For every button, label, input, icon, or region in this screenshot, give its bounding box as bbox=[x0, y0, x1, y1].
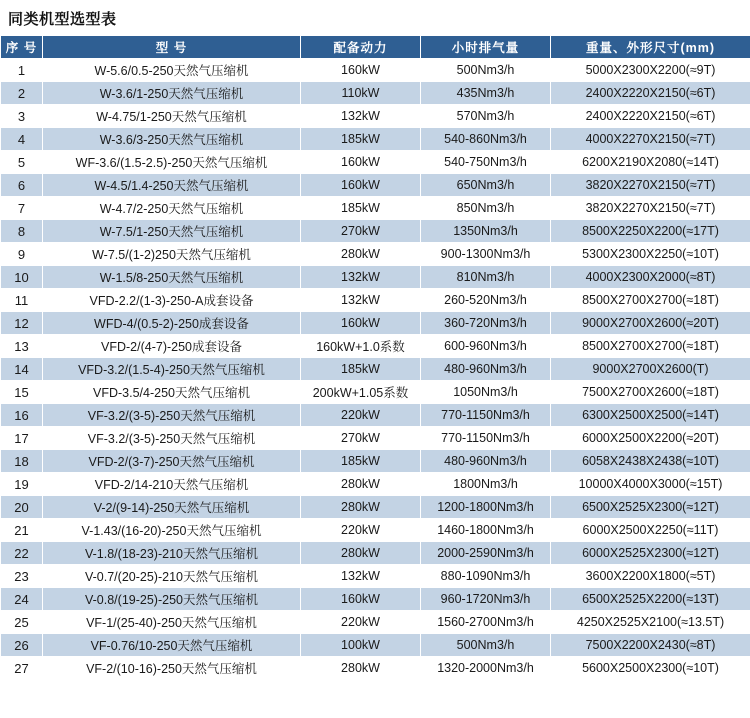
cell-power: 160kW bbox=[301, 59, 421, 82]
cell-capacity: 480-960Nm3/h bbox=[421, 358, 551, 381]
table-row bbox=[1, 335, 750, 358]
cell-index: 3 bbox=[1, 105, 43, 128]
cell-power: 270kW bbox=[301, 427, 421, 450]
cell-model: WFD-4/(0.5-2)-250成套设备 bbox=[43, 312, 301, 335]
cell-capacity: 1350Nm3/h bbox=[421, 220, 551, 243]
table-row bbox=[1, 565, 750, 588]
cell-weight-dimensions: 8500X2250X2200(≈17T) bbox=[551, 220, 750, 243]
cell-weight-dimensions: 2400X2220X2150(≈6T) bbox=[551, 82, 750, 105]
cell-weight-dimensions: 9000X2700X2600(T) bbox=[551, 358, 750, 381]
cell-index: 11 bbox=[1, 289, 43, 312]
table-header-row bbox=[1, 36, 750, 59]
cell-model: W-4.75/1-250天然气压缩机 bbox=[43, 105, 301, 128]
cell-index: 14 bbox=[1, 358, 43, 381]
cell-model: W-4.7/2-250天然气压缩机 bbox=[43, 197, 301, 220]
cell-index: 7 bbox=[1, 197, 43, 220]
cell-index: 23 bbox=[1, 565, 43, 588]
cell-capacity: 1200-1800Nm3/h bbox=[421, 496, 551, 519]
column-header-weight-dimensions: 重量、外形尺寸(mm) bbox=[551, 36, 750, 59]
cell-index: 12 bbox=[1, 312, 43, 335]
cell-model: VF-3.2/(3-5)-250天然气压缩机 bbox=[43, 427, 301, 450]
cell-index: 20 bbox=[1, 496, 43, 519]
cell-index: 10 bbox=[1, 266, 43, 289]
cell-weight-dimensions: 7500X2700X2600(≈18T) bbox=[551, 381, 750, 404]
cell-power: 185kW bbox=[301, 358, 421, 381]
cell-index: 26 bbox=[1, 634, 43, 657]
cell-index: 2 bbox=[1, 82, 43, 105]
cell-index: 4 bbox=[1, 128, 43, 151]
cell-weight-dimensions: 4000X2300X2000(≈8T) bbox=[551, 266, 750, 289]
cell-capacity: 570Nm3/h bbox=[421, 105, 551, 128]
table-row bbox=[1, 634, 750, 657]
table-header bbox=[1, 36, 750, 59]
cell-index: 15 bbox=[1, 381, 43, 404]
page-title: 同类机型选型表 bbox=[8, 11, 117, 28]
cell-power: 160kW bbox=[301, 174, 421, 197]
cell-power: 220kW bbox=[301, 519, 421, 542]
cell-weight-dimensions: 3820X2270X2150(≈7T) bbox=[551, 174, 750, 197]
cell-capacity: 1320-2000Nm3/h bbox=[421, 657, 551, 680]
cell-model: V-0.7/(20-25)-210天然气压缩机 bbox=[43, 565, 301, 588]
cell-weight-dimensions: 10000X4000X3000(≈15T) bbox=[551, 473, 750, 496]
cell-model: VF-2/(10-16)-250天然气压缩机 bbox=[43, 657, 301, 680]
cell-capacity: 810Nm3/h bbox=[421, 266, 551, 289]
table-row bbox=[1, 450, 750, 473]
cell-capacity: 260-520Nm3/h bbox=[421, 289, 551, 312]
cell-index: 13 bbox=[1, 335, 43, 358]
table-row bbox=[1, 588, 750, 611]
cell-power: 132kW bbox=[301, 266, 421, 289]
cell-index: 18 bbox=[1, 450, 43, 473]
model-selection-table bbox=[0, 35, 750, 680]
table-row bbox=[1, 404, 750, 427]
cell-power: 280kW bbox=[301, 243, 421, 266]
table-row bbox=[1, 59, 750, 82]
table-row bbox=[1, 82, 750, 105]
cell-weight-dimensions: 3820X2270X2150(≈7T) bbox=[551, 197, 750, 220]
cell-power: 270kW bbox=[301, 220, 421, 243]
cell-model: W-3.6/1-250天然气压缩机 bbox=[43, 82, 301, 105]
cell-model: VFD-3.2/(1.5-4)-250天然气压缩机 bbox=[43, 358, 301, 381]
cell-model: W-7.5/1-250天然气压缩机 bbox=[43, 220, 301, 243]
cell-power: 200kW+1.05系数 bbox=[301, 381, 421, 404]
cell-weight-dimensions: 5000X2300X2200(≈9T) bbox=[551, 59, 750, 82]
cell-index: 21 bbox=[1, 519, 43, 542]
cell-capacity: 2000-2590Nm3/h bbox=[421, 542, 551, 565]
table-row bbox=[1, 151, 750, 174]
cell-power: 160kW bbox=[301, 588, 421, 611]
cell-model: V-0.8/(19-25)-250天然气压缩机 bbox=[43, 588, 301, 611]
cell-weight-dimensions: 6000X2525X2300(≈12T) bbox=[551, 542, 750, 565]
cell-index: 16 bbox=[1, 404, 43, 427]
table-row bbox=[1, 312, 750, 335]
cell-model: W-4.5/1.4-250天然气压缩机 bbox=[43, 174, 301, 197]
cell-model: V-2/(9-14)-250天然气压缩机 bbox=[43, 496, 301, 519]
cell-model: VFD-3.5/4-250天然气压缩机 bbox=[43, 381, 301, 404]
table-row bbox=[1, 496, 750, 519]
cell-capacity: 1800Nm3/h bbox=[421, 473, 551, 496]
cell-model: V-1.43/(16-20)-250天然气压缩机 bbox=[43, 519, 301, 542]
cell-power: 280kW bbox=[301, 657, 421, 680]
table-row bbox=[1, 289, 750, 312]
cell-weight-dimensions: 5300X2300X2250(≈10T) bbox=[551, 243, 750, 266]
cell-model: VFD-2.2/(1-3)-250-A成套设备 bbox=[43, 289, 301, 312]
cell-capacity: 500Nm3/h bbox=[421, 59, 551, 82]
cell-power: 132kW bbox=[301, 105, 421, 128]
cell-index: 19 bbox=[1, 473, 43, 496]
table-row bbox=[1, 174, 750, 197]
cell-model: VF-0.76/10-250天然气压缩机 bbox=[43, 634, 301, 657]
cell-capacity: 600-960Nm3/h bbox=[421, 335, 551, 358]
cell-capacity: 770-1150Nm3/h bbox=[421, 404, 551, 427]
cell-weight-dimensions: 6200X2190X2080(≈14T) bbox=[551, 151, 750, 174]
cell-weight-dimensions: 2400X2220X2150(≈6T) bbox=[551, 105, 750, 128]
cell-weight-dimensions: 5600X2500X2300(≈10T) bbox=[551, 657, 750, 680]
cell-capacity: 435Nm3/h bbox=[421, 82, 551, 105]
cell-weight-dimensions: 7500X2200X2430(≈8T) bbox=[551, 634, 750, 657]
cell-weight-dimensions: 6000X2500X2250(≈11T) bbox=[551, 519, 750, 542]
cell-index: 25 bbox=[1, 611, 43, 634]
cell-power: 160kW bbox=[301, 312, 421, 335]
cell-power: 185kW bbox=[301, 128, 421, 151]
cell-model: V-1.8/(18-23)-210天然气压缩机 bbox=[43, 542, 301, 565]
column-header-power: 配备动力 bbox=[301, 36, 421, 59]
cell-index: 17 bbox=[1, 427, 43, 450]
cell-model: WF-3.6/(1.5-2.5)-250天然气压缩机 bbox=[43, 151, 301, 174]
cell-power: 280kW bbox=[301, 473, 421, 496]
table-body bbox=[1, 59, 750, 680]
cell-power: 280kW bbox=[301, 496, 421, 519]
cell-weight-dimensions: 4000X2270X2150(≈7T) bbox=[551, 128, 750, 151]
table-row bbox=[1, 542, 750, 565]
table-row bbox=[1, 358, 750, 381]
cell-power: 280kW bbox=[301, 542, 421, 565]
cell-power: 132kW bbox=[301, 289, 421, 312]
table-row bbox=[1, 381, 750, 404]
cell-model: VFD-2/(3-7)-250天然气压缩机 bbox=[43, 450, 301, 473]
cell-weight-dimensions: 6300X2500X2500(≈14T) bbox=[551, 404, 750, 427]
table-row bbox=[1, 128, 750, 151]
cell-capacity: 360-720Nm3/h bbox=[421, 312, 551, 335]
table-row bbox=[1, 427, 750, 450]
cell-model: W-3.6/3-250天然气压缩机 bbox=[43, 128, 301, 151]
cell-weight-dimensions: 4250X2525X2100(≈13.5T) bbox=[551, 611, 750, 634]
cell-capacity: 540-750Nm3/h bbox=[421, 151, 551, 174]
table-row bbox=[1, 243, 750, 266]
cell-power: 185kW bbox=[301, 450, 421, 473]
cell-weight-dimensions: 6500X2525X2200(≈13T) bbox=[551, 588, 750, 611]
column-header-index: 序 号 bbox=[1, 36, 43, 59]
cell-power: 132kW bbox=[301, 565, 421, 588]
cell-power: 160kW+1.0系数 bbox=[301, 335, 421, 358]
cell-capacity: 770-1150Nm3/h bbox=[421, 427, 551, 450]
table-row bbox=[1, 657, 750, 680]
cell-power: 185kW bbox=[301, 197, 421, 220]
cell-model: VFD-2/14-210天然气压缩机 bbox=[43, 473, 301, 496]
table-row bbox=[1, 197, 750, 220]
cell-power: 100kW bbox=[301, 634, 421, 657]
cell-capacity: 1460-1800Nm3/h bbox=[421, 519, 551, 542]
cell-capacity: 850Nm3/h bbox=[421, 197, 551, 220]
cell-capacity: 900-1300Nm3/h bbox=[421, 243, 551, 266]
table-row bbox=[1, 611, 750, 634]
table-row bbox=[1, 519, 750, 542]
cell-power: 160kW bbox=[301, 151, 421, 174]
cell-capacity: 480-960Nm3/h bbox=[421, 450, 551, 473]
cell-model: VFD-2/(4-7)-250成套设备 bbox=[43, 335, 301, 358]
cell-model: W-7.5/(1-2)250天然气压缩机 bbox=[43, 243, 301, 266]
cell-model: W-1.5/8-250天然气压缩机 bbox=[43, 266, 301, 289]
cell-weight-dimensions: 6500X2525X2300(≈12T) bbox=[551, 496, 750, 519]
cell-model: VF-1/(25-40)-250天然气压缩机 bbox=[43, 611, 301, 634]
cell-index: 5 bbox=[1, 151, 43, 174]
cell-weight-dimensions: 9000X2700X2600(≈20T) bbox=[551, 312, 750, 335]
table-row bbox=[1, 266, 750, 289]
cell-capacity: 1050Nm3/h bbox=[421, 381, 551, 404]
cell-index: 27 bbox=[1, 657, 43, 680]
table-row bbox=[1, 473, 750, 496]
cell-model: VF-3.2/(3-5)-250天然气压缩机 bbox=[43, 404, 301, 427]
cell-capacity: 960-1720Nm3/h bbox=[421, 588, 551, 611]
cell-index: 6 bbox=[1, 174, 43, 197]
cell-index: 24 bbox=[1, 588, 43, 611]
cell-weight-dimensions: 8500X2700X2700(≈18T) bbox=[551, 335, 750, 358]
cell-weight-dimensions: 8500X2700X2700(≈18T) bbox=[551, 289, 750, 312]
column-header-model: 型 号 bbox=[43, 36, 301, 59]
cell-index: 8 bbox=[1, 220, 43, 243]
cell-power: 110kW bbox=[301, 82, 421, 105]
cell-power: 220kW bbox=[301, 404, 421, 427]
cell-capacity: 500Nm3/h bbox=[421, 634, 551, 657]
cell-model: W-5.6/0.5-250天然气压缩机 bbox=[43, 59, 301, 82]
cell-capacity: 1560-2700Nm3/h bbox=[421, 611, 551, 634]
cell-weight-dimensions: 3600X2200X1800(≈5T) bbox=[551, 565, 750, 588]
cell-index: 1 bbox=[1, 59, 43, 82]
cell-power: 220kW bbox=[301, 611, 421, 634]
cell-index: 22 bbox=[1, 542, 43, 565]
cell-capacity: 650Nm3/h bbox=[421, 174, 551, 197]
cell-index: 9 bbox=[1, 243, 43, 266]
cell-weight-dimensions: 6000X2500X2200(≈20T) bbox=[551, 427, 750, 450]
cell-capacity: 540-860Nm3/h bbox=[421, 128, 551, 151]
table-row bbox=[1, 220, 750, 243]
table-row bbox=[1, 105, 750, 128]
cell-capacity: 880-1090Nm3/h bbox=[421, 565, 551, 588]
column-header-capacity: 小时排气量 bbox=[421, 36, 551, 59]
cell-weight-dimensions: 6058X2438X2438(≈10T) bbox=[551, 450, 750, 473]
